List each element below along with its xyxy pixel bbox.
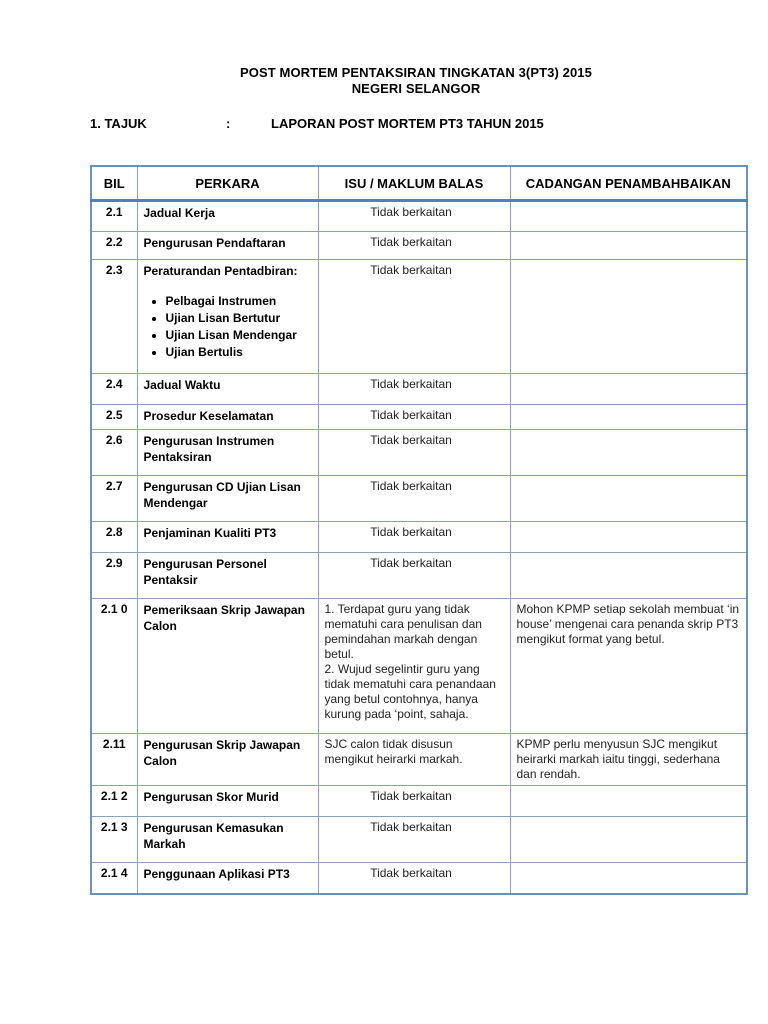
cell-perkara — [137, 405, 318, 430]
cell-bil: 2.2 — [91, 232, 137, 260]
cell-cadangan — [510, 405, 747, 430]
cell-bil: 2.1 4 — [91, 863, 137, 894]
cell-isu: Tidak berkaitan — [318, 232, 510, 260]
cell-cadangan — [510, 201, 747, 232]
cell-perkara — [137, 260, 318, 374]
cell-cadangan — [510, 430, 747, 476]
perkara-text: Prosedur Keselamatan — [143, 409, 274, 423]
cell-bil: 2.7 — [91, 476, 137, 522]
cell-isu: Tidak berkaitan — [318, 405, 510, 430]
cell-bil: 2.1 3 — [91, 817, 137, 863]
cell-bil: 2.3 — [91, 260, 137, 374]
perkara-text: Pengurusan Skrip Jawapan Calon — [143, 738, 301, 768]
cell-perkara — [137, 599, 318, 734]
table-row — [91, 476, 747, 522]
cell-bil: 2.6 — [91, 430, 137, 476]
document-title: POST MORTEM PENTAKSIRAN TINGKATAN 3(PT3) 2015 — [240, 65, 592, 80]
table-row — [91, 201, 747, 232]
header-cadangan: CADANGAN PENAMBAHBAIKAN — [510, 166, 747, 201]
cell-cadangan — [510, 863, 747, 894]
header-bil: BIL — [91, 166, 137, 201]
cell-perkara — [137, 786, 318, 817]
cell-isu: Tidak berkaitan — [318, 786, 510, 817]
cell-cadangan — [510, 817, 747, 863]
cell-cadangan — [510, 553, 747, 599]
cell-cadangan — [510, 232, 747, 260]
perkara-bullet-list — [144, 293, 312, 361]
cell-isu: Tidak berkaitan — [318, 430, 510, 476]
cell-isu: Tidak berkaitan — [318, 476, 510, 522]
cell-perkara — [137, 817, 318, 863]
cell-perkara — [137, 430, 318, 476]
cell-isu: Tidak berkaitan — [318, 260, 510, 374]
cell-perkara — [137, 232, 318, 260]
perkara-text: Jadual Waktu — [143, 378, 221, 392]
table-row — [91, 734, 747, 786]
table-row — [91, 374, 747, 405]
perkara-text: Penggunaan Aplikasi PT3 — [143, 867, 290, 881]
list-item: • Ujian Bertulis — [166, 344, 312, 361]
cell-bil: 2.1 — [91, 201, 137, 232]
header-isu: ISU / MAKLUM BALAS — [318, 166, 510, 201]
cell-bil: 2.1 2 — [91, 786, 137, 817]
perkara-text: Pengurusan CD Ujian Lisan Mendengar — [143, 480, 301, 510]
table-row — [91, 553, 747, 599]
cell-bil: 2.8 — [91, 522, 137, 553]
cell-cadangan — [510, 260, 747, 374]
cell-perkara — [137, 374, 318, 405]
cell-bil: 2.9 — [91, 553, 137, 599]
list-item: • Pelbagai Instrumen — [166, 293, 312, 310]
tajuk-colon: : — [226, 116, 231, 131]
cell-cadangan — [510, 476, 747, 522]
cell-cadangan — [510, 374, 747, 405]
tajuk-label: 1. TAJUK — [90, 116, 147, 131]
cell-cadangan: KPMP perlu menyusun SJC mengikut heirarki markah iaitu tinggi, sederhana dan rendah. — [510, 734, 747, 786]
document-subtitle: NEGERI SELANGOR — [351, 81, 481, 96]
table-row — [91, 260, 747, 374]
header-perkara: PERKARA — [137, 166, 318, 201]
table-row — [91, 430, 747, 476]
table-row — [91, 817, 747, 863]
cell-perkara — [137, 553, 318, 599]
cell-isu: SJC calon tidak disusun mengikut heirarki markah. — [318, 734, 510, 786]
perkara-text: Peraturandan Pentadbiran: — [143, 264, 298, 278]
cell-perkara — [137, 863, 318, 894]
table-row — [91, 232, 747, 260]
perkara-text: Pengurusan Kemasukan Markah — [143, 821, 284, 851]
cell-isu: Tidak berkaitan — [318, 863, 510, 894]
cell-bil: 2.1 0 — [91, 599, 137, 734]
cell-isu: Tidak berkaitan — [318, 553, 510, 599]
post-mortem-table — [90, 165, 748, 895]
cell-perkara — [137, 201, 318, 232]
cell-perkara — [137, 476, 318, 522]
cell-isu: Tidak berkaitan — [318, 201, 510, 232]
cell-cadangan — [510, 522, 747, 553]
perkara-text: Pengurusan Skor Murid — [143, 790, 279, 804]
cell-bil: 2.5 — [91, 405, 137, 430]
table-header-row — [91, 166, 747, 201]
perkara-text: Pengurusan Personel Pentaksir — [143, 557, 267, 587]
perkara-text: Pengurusan Instrumen Pentaksiran — [143, 434, 275, 464]
cell-perkara — [137, 734, 318, 786]
table-body — [91, 201, 747, 894]
tajuk-value: LAPORAN POST MORTEM PT3 TAHUN 2015 — [271, 116, 544, 131]
list-item: • Ujian Lisan Bertutur — [166, 310, 312, 327]
perkara-text: Jadual Kerja — [143, 206, 215, 220]
cell-perkara — [137, 522, 318, 553]
cell-isu: 1. Terdapat guru yang tidak mematuhi cara penulisan dan pemindahan markah dengan betul. 2. Wujud segelintir guru yang tidak mematuhi cara penandaan yang betul contohnya, hanya kurung pada ‘point, sahaja. — [318, 599, 510, 734]
cell-isu: Tidak berkaitan — [318, 817, 510, 863]
perkara-text: Pemeriksaan Skrip Jawapan Calon — [143, 603, 305, 633]
cell-cadangan: Mohon KPMP setiap sekolah membuat ‘in house’ mengenai cara penanda skrip PT3 mengikut format yang betul. — [510, 599, 747, 734]
cell-bil: 2.4 — [91, 374, 137, 405]
table-row — [91, 599, 747, 734]
table-row — [91, 522, 747, 553]
cell-isu: Tidak berkaitan — [318, 522, 510, 553]
perkara-text: Penjaminan Kualiti PT3 — [143, 526, 277, 540]
table-row — [91, 863, 747, 894]
list-item: • Ujian Lisan Mendengar — [166, 327, 312, 344]
cell-cadangan — [510, 786, 747, 817]
cell-bil: 2.11 — [91, 734, 137, 786]
perkara-text: Pengurusan Pendaftaran — [143, 236, 286, 250]
cell-isu: Tidak berkaitan — [318, 374, 510, 405]
table-row — [91, 405, 747, 430]
table-row — [91, 786, 747, 817]
